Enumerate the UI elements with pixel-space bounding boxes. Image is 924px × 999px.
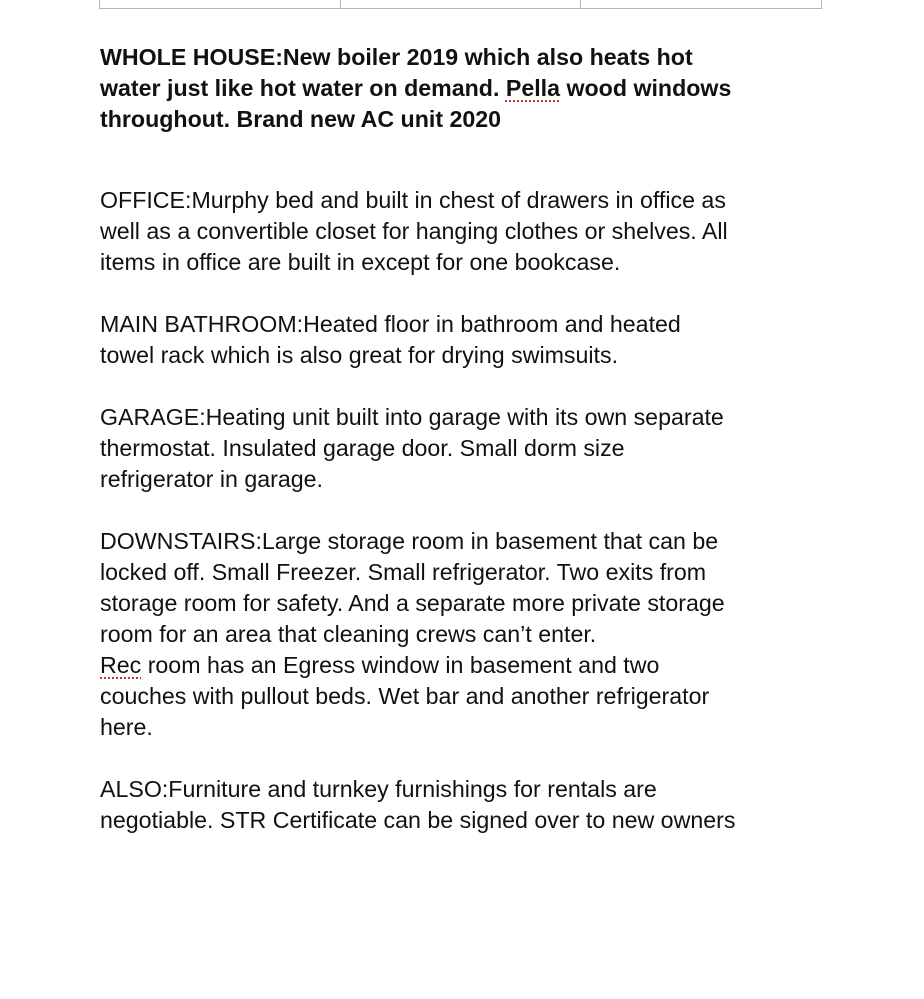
paragraph-spacer	[100, 135, 830, 185]
paragraph-spacer	[100, 278, 830, 309]
text-line: throughout. Brand new AC unit 2020	[100, 106, 502, 132]
main-bathroom-paragraph	[100, 309, 830, 371]
text-line: locked off. Small Freezer. Small refrigerator. Two exits from	[100, 559, 707, 585]
table-cell	[341, 0, 582, 8]
text-line: MAIN BATHROOM:Heated floor in bathroom and heated	[100, 311, 681, 337]
text-line: DOWNSTAIRS:Large storage room in basement that can be	[100, 528, 719, 554]
text-line	[100, 73, 830, 104]
text-line: thermostat. Insulated garage door. Small dorm size	[100, 435, 625, 461]
downstairs-paragraph	[100, 526, 830, 743]
text-line: negotiable. STR Certificate can be signed over to new owners	[100, 807, 736, 833]
paragraph-spacer	[100, 495, 830, 526]
text-line: OFFICE:Murphy bed and built in chest of drawers in office as	[100, 187, 726, 213]
text-line: here.	[100, 714, 153, 740]
table-cell	[100, 0, 341, 8]
paragraph-spacer	[100, 743, 830, 774]
text-line: storage room for safety. And a separate more private storage	[100, 590, 725, 616]
office-paragraph	[100, 185, 830, 278]
text-line	[100, 650, 830, 681]
text-line: ALSO:Furniture and turnkey furnishings for rentals are	[100, 776, 657, 802]
text-line: room for an area that cleaning crews can’t enter.	[100, 621, 597, 647]
text-segment: room has an Egress window in basement and two	[141, 652, 660, 678]
table-bottom-edge	[99, 0, 822, 9]
paragraph-spacer	[100, 371, 830, 402]
text-line: couches with pullout beds. Wet bar and another refrigerator	[100, 683, 710, 709]
text-line: items in office are built in except for one bookcase.	[100, 249, 621, 275]
also-paragraph	[100, 774, 830, 836]
text-line: WHOLE HOUSE:New boiler 2019 which also heats hot	[100, 44, 693, 70]
whole-house-paragraph	[100, 42, 830, 135]
garage-paragraph	[100, 402, 830, 495]
text-line: GARAGE:Heating unit built into garage with its own separate	[100, 404, 724, 430]
spellcheck-flagged-word[interactable]: Rec	[100, 652, 142, 678]
text-line: well as a convertible closet for hanging clothes or shelves. All	[100, 218, 728, 244]
text-line: refrigerator in garage.	[100, 466, 323, 492]
document-body	[100, 42, 830, 836]
text-segment: water just like hot water on demand.	[100, 75, 506, 101]
text-line: towel rack which is also great for drying swimsuits.	[100, 342, 619, 368]
spellcheck-flagged-word[interactable]: Pella	[505, 75, 561, 101]
text-segment: wood windows	[560, 75, 732, 101]
table-cell	[581, 0, 821, 8]
